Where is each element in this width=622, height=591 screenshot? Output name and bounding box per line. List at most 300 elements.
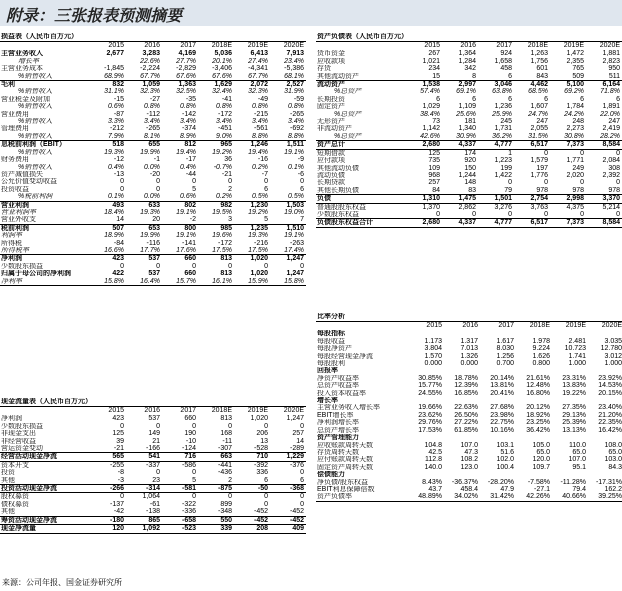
cell-value: -7.58% xyxy=(527,478,550,486)
cell-value: 458 xyxy=(500,65,512,73)
row-label: 投资 xyxy=(1,469,15,477)
cell-value: 3.4% xyxy=(180,118,196,126)
cell-value: 8.8% xyxy=(234,133,270,141)
table-row xyxy=(0,118,306,125)
table-row xyxy=(316,464,622,471)
cell-value: 65.0 xyxy=(536,448,550,456)
cell-value: 5,036 xyxy=(214,50,232,58)
row-label: 负债 xyxy=(316,195,406,203)
cell-value: 47.9 xyxy=(500,485,514,493)
cell-value: 4,375 xyxy=(566,203,584,211)
cell-value: 140.0 xyxy=(424,463,442,471)
year-header: 2019E xyxy=(247,42,268,50)
cell-value: 1,247 xyxy=(286,255,305,263)
cell-value: 13.13% xyxy=(562,426,586,434)
cell-value: 19.3% xyxy=(140,208,160,216)
year-header: 2018E xyxy=(211,42,232,50)
cell-value: 6 xyxy=(264,185,268,193)
cell-value: 20.41% xyxy=(490,389,514,397)
cell-value: 23 xyxy=(126,477,162,485)
table-row xyxy=(0,255,306,263)
row-label: 资产减值损失 xyxy=(1,170,43,178)
cell-value: 2,823 xyxy=(602,57,621,65)
cell-value: 20 xyxy=(126,216,162,224)
table-row xyxy=(316,96,622,103)
cell-value: 1,340 xyxy=(458,125,476,133)
cell-value: 42.26% xyxy=(516,493,552,501)
cell-value: -137 xyxy=(109,500,124,508)
cell-value: -212 xyxy=(109,125,124,133)
row-label: 净利率 xyxy=(0,278,90,286)
cell-value: 3,283 xyxy=(142,50,160,58)
cell-value: 79.4 xyxy=(572,485,586,493)
cell-value: 25.39% xyxy=(562,419,586,427)
cell-value: 1,020 xyxy=(250,255,268,263)
cell-value: 28.2% xyxy=(586,133,622,141)
cell-value: 422 xyxy=(112,270,124,278)
cell-value xyxy=(588,367,622,374)
year-header: 2019E xyxy=(247,407,268,415)
balance-table xyxy=(316,33,622,228)
cell-value: 0 xyxy=(580,149,584,157)
row-label: 现金净流量 xyxy=(0,525,90,533)
cell-value: 17.5% xyxy=(234,247,270,255)
cell-value: 21.61% xyxy=(526,374,550,382)
table-row xyxy=(0,193,306,201)
cell-value: -581 xyxy=(162,485,198,493)
cell-value: -2,224 xyxy=(140,65,160,73)
cell-value: 0 xyxy=(156,178,160,186)
cell-value: 2,754 xyxy=(514,195,550,203)
row-label: 资产负债率 xyxy=(316,493,408,501)
cell-value: 655 xyxy=(148,141,160,149)
cell-value: -142 xyxy=(181,110,196,118)
cell-value: 19.4% xyxy=(176,148,196,156)
cell-value: 14 xyxy=(90,216,126,224)
row-label: 财务费用 xyxy=(1,156,29,164)
cell-value: 0.8% xyxy=(216,103,232,111)
cell-value: 26.50% xyxy=(454,411,478,419)
cell-value xyxy=(480,397,516,404)
row-label: 债权募资 xyxy=(1,500,29,508)
cell-value: 1,784 xyxy=(566,103,584,111)
cell-value: 0 xyxy=(264,262,268,270)
cell-value: 1,021 xyxy=(422,57,440,65)
cell-value: 84.3 xyxy=(608,463,622,471)
year-header-row xyxy=(0,42,306,51)
cell-value: 21.20% xyxy=(598,411,622,419)
year-header: 2017 xyxy=(180,42,196,50)
cell-value: -3,406 xyxy=(212,65,232,73)
row-label: %税前利润 xyxy=(0,193,90,201)
cell-value: 21 xyxy=(152,437,160,445)
cell-value: 150 xyxy=(464,164,476,172)
year-header: 2018E xyxy=(529,322,550,330)
cell-value: -255 xyxy=(109,461,124,469)
cell-value: 22.6% xyxy=(140,57,160,65)
cell-value: -441 xyxy=(217,461,232,469)
cell-value: 206 xyxy=(256,430,268,438)
row-label: 少数股东损益 xyxy=(1,422,43,430)
cell-value: 0 xyxy=(300,493,305,501)
cell-value: 19.6% xyxy=(212,232,232,240)
cell-value: 1,246 xyxy=(250,141,268,149)
cell-value: 0 xyxy=(586,211,622,219)
cell-value: 0.000 xyxy=(424,360,442,368)
cell-value: -21 xyxy=(221,170,232,178)
table-row xyxy=(0,493,306,501)
cell-value: 29.76% xyxy=(418,419,442,427)
cell-value: 267 xyxy=(428,50,440,58)
cell-value: 0 xyxy=(514,211,550,219)
row-label: 回报率 xyxy=(317,367,338,375)
cell-value: 1,881 xyxy=(602,50,621,58)
cell-value: 1.000 xyxy=(604,360,622,368)
cell-value: 4,777 xyxy=(478,219,514,227)
table-row xyxy=(0,453,306,461)
table-row xyxy=(0,224,306,232)
row-label: 非现金支出 xyxy=(1,430,36,438)
cell-value: -13 xyxy=(113,170,124,178)
cell-value: 0 xyxy=(156,185,160,193)
cell-value: 34.02% xyxy=(444,493,480,501)
row-label: 总资产收益率 xyxy=(317,382,359,390)
cell-value: 0 xyxy=(406,211,442,219)
cell-value xyxy=(516,434,552,441)
cell-value: 19.2% xyxy=(248,208,268,216)
cell-value: 0.1% xyxy=(288,163,305,171)
cell-value: 660 xyxy=(184,255,196,263)
cell-value: 107.0 xyxy=(568,456,586,464)
row-label: EBIT增长率 xyxy=(317,411,354,419)
cell-value: -50 xyxy=(234,485,270,493)
cell-value: 978 xyxy=(586,187,622,195)
cell-value: -586 xyxy=(181,461,196,469)
cell-value: 1,472 xyxy=(566,50,584,58)
cell-value: 537 xyxy=(148,255,160,263)
cell-value: 32.3% xyxy=(248,88,268,96)
cell-value xyxy=(408,471,444,478)
row-label: 筹资活动现金净流 xyxy=(0,516,90,524)
cell-value: 336 xyxy=(256,469,268,477)
cell-value: -172 xyxy=(217,239,232,247)
row-label: 应收账款周转天数 xyxy=(317,441,373,449)
cell-value xyxy=(552,471,588,478)
table-row xyxy=(0,477,306,485)
cell-value: 7,373 xyxy=(550,219,586,227)
cell-value: -452 xyxy=(270,516,306,524)
cell-value: 30.85% xyxy=(418,374,442,382)
cell-value: 30.8% xyxy=(550,133,586,141)
cell-value xyxy=(444,367,480,374)
table-row xyxy=(0,501,306,508)
cell-value: -27.1 xyxy=(534,485,550,493)
cell-value: 2,020 xyxy=(566,171,584,179)
cell-value: 19.66% xyxy=(418,404,442,412)
income-statement-panel xyxy=(0,33,306,286)
table-row xyxy=(316,330,622,337)
cell-value: 31.42% xyxy=(480,493,516,501)
row-label: 税前利润 xyxy=(1,224,29,232)
row-label: 利润率 xyxy=(1,232,22,240)
row-label: 毛利 xyxy=(1,81,15,89)
cell-value: 0.0% xyxy=(144,163,160,171)
cell-value: 1,263 xyxy=(530,50,548,58)
cell-value: -138 xyxy=(126,508,162,516)
cell-value: 25.6% xyxy=(456,110,476,118)
ratio-title: 比率分析 xyxy=(316,313,622,322)
cell-value: 23.62% xyxy=(418,411,442,419)
year-header: 2020E xyxy=(599,42,621,50)
cell-value: 0 xyxy=(228,422,232,430)
cell-value: 102.0 xyxy=(496,456,514,464)
cell-value: 19.9% xyxy=(140,148,160,156)
cell-value: 0.2% xyxy=(252,163,268,171)
cell-value: 6 xyxy=(478,73,514,81)
cell-value: -21 xyxy=(90,445,126,453)
table-row xyxy=(0,270,306,277)
cell-value: 16.6% xyxy=(90,247,126,255)
cell-value: 27.68% xyxy=(490,404,514,412)
cell-value: 95.1 xyxy=(572,463,586,471)
cell-value: 8.8% xyxy=(270,133,306,141)
cell-value: 16.85% xyxy=(454,389,478,397)
cell-value: 13.83% xyxy=(562,382,586,390)
cell-value: 19.22% xyxy=(562,389,586,397)
row-label: 主营业务成本 xyxy=(1,65,43,73)
cell-value: 2,419 xyxy=(602,125,621,133)
cell-value: 0.1% xyxy=(90,193,126,201)
row-label: 其他 xyxy=(0,508,90,516)
year-header: 2017 xyxy=(180,407,196,415)
cell-value: 19.1% xyxy=(284,232,305,240)
cell-value: 550 xyxy=(198,516,234,524)
table-row xyxy=(0,232,306,239)
cell-value: 71.8% xyxy=(600,88,621,96)
ratio-table xyxy=(316,313,622,502)
cell-value: 3.3% xyxy=(108,118,124,126)
row-label: 存货周转天数 xyxy=(317,448,359,456)
cell-value: -436 xyxy=(217,469,232,477)
cell-value: 924 xyxy=(500,50,512,58)
row-label: 股权募资 xyxy=(1,493,29,501)
cell-value: 19.1% xyxy=(176,208,196,216)
cell-value: 63.8% xyxy=(492,88,512,96)
cell-value: 0 xyxy=(120,422,124,430)
cell-value: 32.4% xyxy=(212,88,232,96)
cell-value: 23.25% xyxy=(526,419,550,427)
cell-value: 950 xyxy=(608,65,621,73)
cell-value: 3.804 xyxy=(424,345,442,353)
row-label: 总资产增长率 xyxy=(317,426,359,434)
cell-value: 7,373 xyxy=(550,141,586,149)
cell-value: 0 xyxy=(120,178,124,186)
row-label: 投资活动现金净流 xyxy=(0,485,90,493)
cell-value: 247 xyxy=(536,118,548,126)
table-row xyxy=(0,171,306,178)
table-row xyxy=(0,81,306,89)
row-label: 其他 xyxy=(0,477,90,485)
cell-value: 5,214 xyxy=(602,203,621,211)
cell-value: 22.35% xyxy=(598,419,622,427)
year-header: 2019E xyxy=(563,42,584,50)
cell-value: 7 xyxy=(270,216,306,224)
cell-value: -28.20% xyxy=(487,478,514,486)
cell-value: 1 xyxy=(508,149,512,157)
cashflow-title: 现金流量表（人民币百万元） xyxy=(0,398,306,407)
table-row xyxy=(0,73,306,81)
cell-value: 0 xyxy=(228,493,232,501)
cell-value: 0.8% xyxy=(180,103,196,111)
cell-value: 843 xyxy=(514,73,550,81)
cell-value: 15.8% xyxy=(90,278,126,286)
cell-value: 3,763 xyxy=(530,203,548,211)
table-row xyxy=(0,461,306,469)
cell-value: 69.2% xyxy=(564,88,584,96)
cell-value: 802 xyxy=(184,201,196,209)
cell-value: 17.53% xyxy=(418,426,442,434)
cell-value xyxy=(552,397,588,404)
table-row xyxy=(316,133,622,141)
table-row xyxy=(316,479,622,486)
cell-value: 16.80% xyxy=(526,389,550,397)
cell-value xyxy=(480,471,516,478)
cell-value: 14.53% xyxy=(598,382,622,390)
row-label: 增长率 xyxy=(18,57,39,65)
cell-value: 5 xyxy=(234,216,270,224)
cell-value: 68.5% xyxy=(528,88,548,96)
cell-value xyxy=(408,434,444,441)
table-row xyxy=(0,263,306,270)
cell-value: 27.22% xyxy=(454,419,478,427)
table-row xyxy=(0,50,306,57)
cell-value: 32.5% xyxy=(176,88,196,96)
row-label: 资产总计 xyxy=(316,141,406,149)
cell-value: 2 xyxy=(198,477,234,485)
cell-value: 51.6 xyxy=(500,448,514,456)
row-label: 其他长期负债 xyxy=(316,187,406,195)
cell-value: -5,386 xyxy=(284,65,305,73)
cell-value: -27 xyxy=(149,95,160,103)
cell-value: 22.75% xyxy=(490,419,514,427)
year-header: 2020E xyxy=(283,407,305,415)
row-label: %总资产 xyxy=(316,133,406,141)
table-row xyxy=(0,111,306,118)
cell-value: 2,997 xyxy=(458,81,476,89)
cell-value: 4,777 xyxy=(478,141,514,149)
cell-value: 249 xyxy=(572,164,584,172)
row-label: 货币资金 xyxy=(317,50,345,58)
cell-value: 1,229 xyxy=(270,453,306,461)
table-row xyxy=(0,525,306,533)
cell-value: -17.31% xyxy=(595,478,622,486)
row-label: 应收款项 xyxy=(317,57,345,65)
cell-value: 8,584 xyxy=(586,141,622,149)
table-row xyxy=(316,412,622,419)
table-row xyxy=(316,165,622,172)
cell-value: 39 xyxy=(116,437,124,445)
cell-value xyxy=(444,397,480,404)
cell-value: 245 xyxy=(500,118,512,126)
cashflow-table xyxy=(0,398,306,534)
cell-value: 110.0 xyxy=(569,441,586,449)
income-title: 损益表（人民币百万元） xyxy=(0,33,306,42)
balance-title: 资产负债表（人民币百万元） xyxy=(316,33,622,42)
year-header: 2016 xyxy=(144,407,160,415)
cell-value: 40.66% xyxy=(552,493,588,501)
cell-value: 1,020 xyxy=(250,270,268,278)
cell-value: 1,310 xyxy=(406,195,442,203)
table-row xyxy=(0,516,306,524)
row-label: 资产管理能力 xyxy=(317,434,359,442)
row-label: 流动负债 xyxy=(317,171,345,179)
cell-value: 73 xyxy=(432,118,440,126)
cell-value: 14 xyxy=(296,437,305,445)
cell-value: 2,998 xyxy=(550,195,586,203)
cell-value: 0 xyxy=(508,179,512,187)
table-row xyxy=(0,247,306,255)
year-header: 2019E xyxy=(565,322,586,330)
cell-value: 1.617 xyxy=(496,337,514,345)
cell-value: -2 xyxy=(162,216,198,224)
year-header: 2020E xyxy=(601,322,622,330)
table-row xyxy=(316,118,622,125)
cell-value: 423 xyxy=(112,415,124,423)
cell-value: 813 xyxy=(220,270,232,278)
cell-value: -561 xyxy=(253,125,268,133)
row-label: 净利润 xyxy=(1,415,22,423)
year-header: 2016 xyxy=(144,42,160,50)
cell-value: 1,364 xyxy=(458,50,476,58)
cell-value: -336 xyxy=(162,508,198,516)
table-row xyxy=(316,50,622,57)
cell-value: 660 xyxy=(184,415,196,423)
cell-value: 0 xyxy=(300,469,305,477)
table-row xyxy=(316,141,622,149)
cell-value: 6 xyxy=(300,185,305,193)
cell-value: 3.4% xyxy=(216,118,232,126)
cell-value: -141 xyxy=(181,239,196,247)
ratio-analysis-panel xyxy=(316,313,622,502)
cell-value: -265 xyxy=(290,110,305,118)
cell-value: 0.6% xyxy=(162,193,198,201)
cell-value: 8.9% xyxy=(162,133,198,141)
cell-value: 107.0 xyxy=(460,441,478,449)
year-header: 2015 xyxy=(424,42,440,50)
row-label: %销售收入 xyxy=(18,148,53,156)
cell-value: 1,230 xyxy=(250,201,268,209)
cell-value: 716 xyxy=(162,453,198,461)
cell-value: 832 xyxy=(112,81,124,89)
cell-value: 15.7% xyxy=(162,278,198,286)
cell-value: 1.570 xyxy=(424,352,442,360)
cell-value: 1,771 xyxy=(566,157,584,165)
table-row xyxy=(0,58,306,65)
cell-value xyxy=(516,397,552,404)
cell-value: 899 xyxy=(220,500,232,508)
cell-value: 5 xyxy=(192,185,196,193)
cell-value: 67.6% xyxy=(198,73,234,81)
row-label: 息税前利润（EBIT） xyxy=(1,141,66,149)
cell-value: 8,584 xyxy=(586,219,622,227)
table-row xyxy=(316,397,622,404)
table-row xyxy=(0,178,306,185)
cell-value: 0 xyxy=(442,211,478,219)
cell-value: 36.42% xyxy=(526,426,550,434)
cell-value: 1,029 xyxy=(422,103,440,111)
cell-value: 0 xyxy=(120,185,124,193)
table-row xyxy=(316,149,622,157)
